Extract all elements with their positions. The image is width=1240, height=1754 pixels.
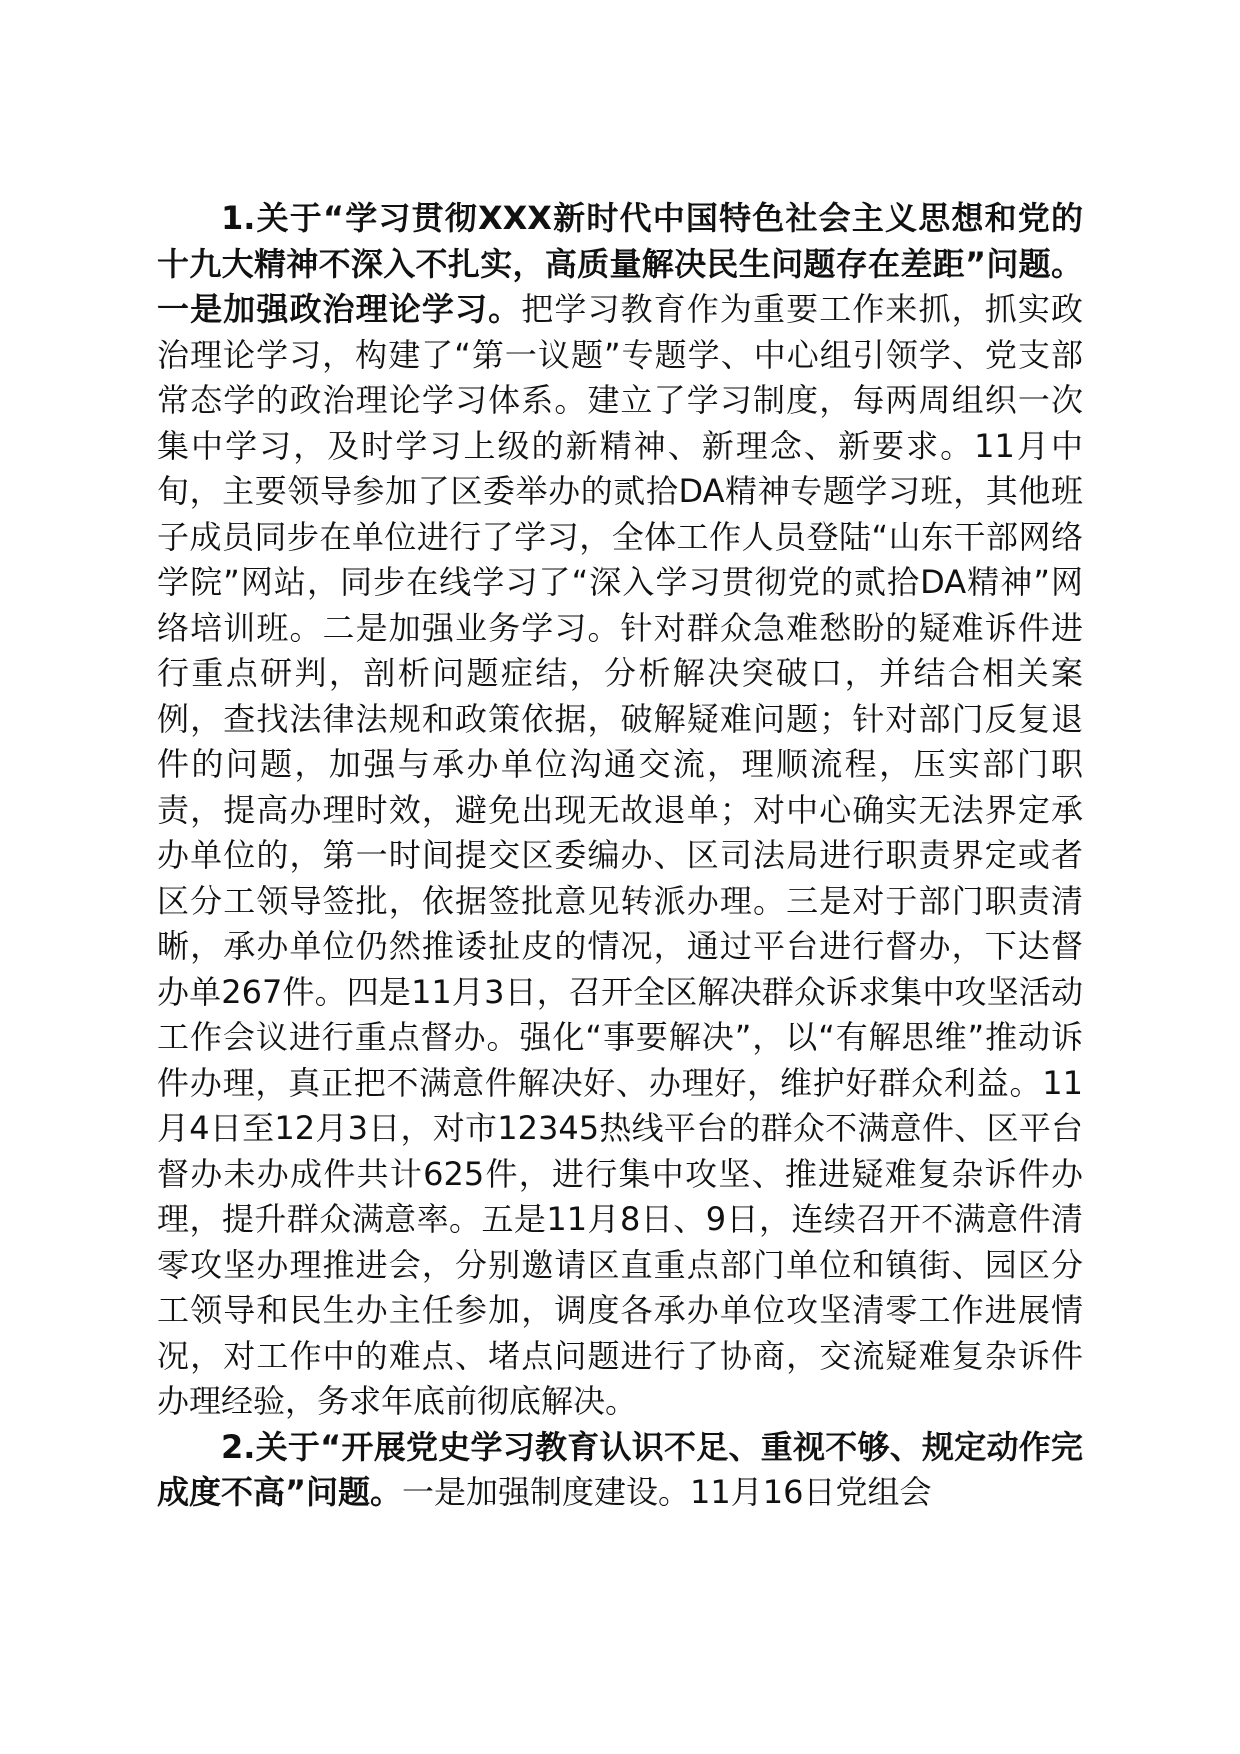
document-body xyxy=(157,196,1083,1516)
paragraph-2-text: 一是加强制度建设。11月16日党组会 xyxy=(402,1473,932,1511)
paragraph-1-text: 把学习教育作为重要工作来抓，抓实政治理论学习，构建了“第一议题”专题学、中心组引领学、党支部常态学的政治理论学习体系。建立了学习制度，每两周组织一次集中学习，及时学习上级的新精神、新理念、新要求。11月中旬，主要领导参加了区委举办的贰拾DA精神专题学习班，其他班子成员同步在单位进行了学习，全体工作人员登陆“山东干部网络学院”网站，同步在线学习了“深入学习贯彻党的贰拾DA精神”网络培训班。二是加强业务学习。针对群众急难愁盼的疑难诉件进行重点研判，剖析问题症结，分析解决突破口，并结合相关案例，查找法律法规和政策依据，破解疑难问题；针对部门反复退件的问题，加强与承办单位沟通交流，理顺流程，压实部门职责，提高办理时效，避免出现无故退单；对中心确实无法界定承办单位的，第一时间提交区委编办、区司法局进行职责界定或者区分工领导签批，依据签批意见转派办理。三是对于部门职责清晰，承办单位仍然推诿扯皮的情况，通过平台进行督办，下达督办单267件。四是11月3日，召开全区解决群众诉求集中攻坚活动工作会议进行重点督办。强化“事要解决”，以“有解思维”推动诉件办理，真正把不满意件解决好、办理好，维护好群众利益。11月4日至12月3日，对市12345热线平台的群众不满意件、区平台督办未办成件共计625件，进行集中攻坚、推进疑难复杂诉件办理，提升群众满意率。五是11月8日、9日，连续召开不满意件清零攻坚办理推进会，分别邀请区直重点部门单位和镇街、园区分工领导和民生办主任参加，调度各承办单位攻坚清零工作进展情况，对工作中的难点、堵点问题进行了协商，交流疑难复杂诉件办理经验，务求年底前彻底解决。 xyxy=(157,290,1083,1420)
paragraph-1 xyxy=(157,196,1083,1425)
paragraph-2-heading: 2.关于“开展党史学习教育认识不足、重视不够、规定动作完成度不高”问题。 xyxy=(157,1427,1083,1511)
paragraph-1-heading: 1.关于“学习贯彻XXX新时代中国特色社会主义思想和党的十九大精神不深入不扎实，高质量解决民生问题存在差距”问题。一是加强政治理论学习。 xyxy=(157,199,1083,328)
paragraph-2 xyxy=(157,1425,1083,1516)
